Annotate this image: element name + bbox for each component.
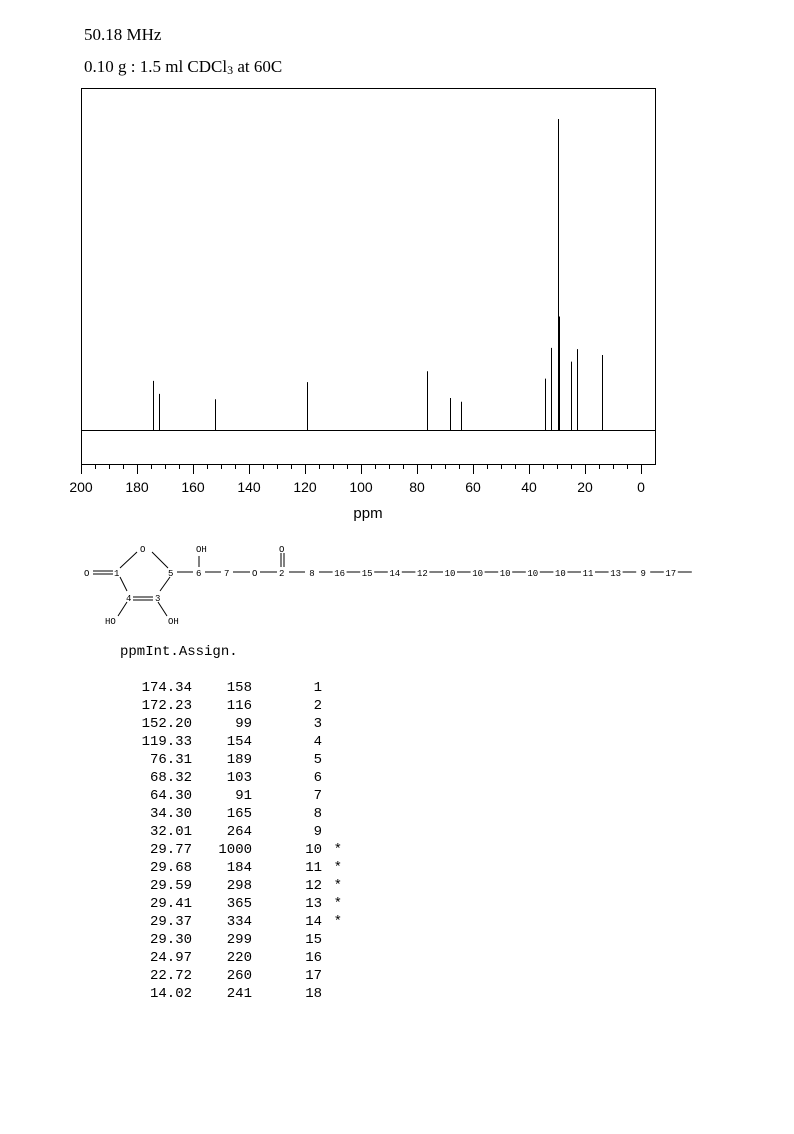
- cell-ppm: 32.01: [149, 824, 192, 840]
- chain-atom: 8: [309, 569, 315, 579]
- atom-c6: 6: [196, 569, 202, 579]
- x-tick-label: 0: [637, 479, 645, 495]
- chain-atom: 10: [554, 569, 566, 579]
- table-row: [120, 823, 342, 841]
- x-axis-label: ppm: [353, 505, 383, 522]
- cell-ppm: 34.30: [149, 806, 192, 822]
- sample-suffix: at 60C: [233, 57, 283, 76]
- cell-ppm: 76.31: [149, 752, 192, 768]
- molecular-structure: [0, 538, 794, 628]
- cell-ppm: 172.23: [141, 698, 192, 714]
- table-row: [120, 769, 342, 787]
- cell-mark: *: [333, 878, 342, 894]
- chain-atom: 13: [610, 569, 622, 579]
- chain-atom: 10: [444, 569, 456, 579]
- hydroxyl-c6: OH: [196, 545, 207, 555]
- hydroxyl-c4: HO: [105, 617, 116, 627]
- hydroxyl-c3: OH: [168, 617, 179, 627]
- atom-c5: 5: [168, 569, 174, 579]
- cell-mark: *: [333, 842, 342, 858]
- x-tick-label: 200: [69, 479, 93, 495]
- x-tick-label: 160: [181, 479, 205, 495]
- cell-assign: 1: [313, 680, 322, 696]
- cell-ppm: 68.32: [149, 770, 192, 786]
- cell-int: 99: [235, 716, 252, 732]
- x-tick-label: 140: [237, 479, 261, 495]
- x-tick-label: 100: [349, 479, 373, 495]
- table-row: [120, 931, 342, 949]
- cell-int: 298: [226, 878, 252, 894]
- plot-frame: [82, 89, 656, 465]
- x-tick-label: 20: [577, 479, 593, 495]
- cell-assign: 9: [313, 824, 322, 840]
- cell-assign: 7: [313, 788, 322, 804]
- cell-int: 220: [226, 950, 252, 966]
- chain-atom: 9: [640, 569, 646, 579]
- cell-assign: 18: [305, 986, 322, 1002]
- cell-int: 365: [226, 896, 252, 912]
- cell-mark: *: [333, 914, 342, 930]
- cell-ppm: 29.59: [149, 878, 192, 894]
- ketone-oxygen: O: [84, 569, 90, 579]
- table-row: [120, 913, 342, 931]
- cell-assign: 5: [313, 752, 322, 768]
- cell-int: 158: [226, 680, 252, 696]
- cell-ppm: 24.97: [149, 950, 192, 966]
- table-row: [120, 733, 342, 751]
- x-axis-ticks: [82, 465, 642, 474]
- atom-c1: 1: [114, 569, 120, 579]
- header-ppm: ppm: [120, 644, 146, 660]
- sample-prefix: 0.10 g : 1.5 ml CDCl: [84, 57, 228, 76]
- table-row: [120, 841, 342, 859]
- cell-int: 264: [226, 824, 252, 840]
- cell-int: 260: [226, 968, 252, 984]
- cell-assign: 10: [305, 842, 322, 858]
- sample-subscript: 3: [227, 63, 234, 77]
- cell-assign: 2: [313, 698, 322, 714]
- alkyl-chain: [289, 569, 692, 579]
- table-row: [120, 751, 342, 769]
- ester-oxygen: O: [252, 569, 258, 579]
- cell-ppm: 152.20: [141, 716, 192, 732]
- cell-ppm: 29.30: [149, 932, 192, 948]
- chain-atom: 14: [389, 569, 401, 579]
- cell-assign: 6: [313, 770, 322, 786]
- atom-c3: 3: [155, 594, 161, 604]
- chain-atom: 17: [665, 569, 677, 579]
- ring-labels: [84, 545, 284, 627]
- table-row: [120, 715, 342, 733]
- peak-table: [120, 679, 342, 1003]
- atom-c7: 7: [224, 569, 230, 579]
- header-int: Int.: [145, 644, 179, 660]
- cell-assign: 14: [305, 914, 322, 930]
- cell-ppm: 119.33: [141, 734, 192, 750]
- cell-assign: 12: [305, 878, 322, 894]
- cell-assign: 3: [313, 716, 322, 732]
- ring-oxygen: O: [140, 545, 146, 555]
- cell-int: 165: [226, 806, 252, 822]
- table-row: [120, 787, 342, 805]
- ring-bonds: [93, 552, 284, 616]
- cell-int: 103: [226, 770, 252, 786]
- table-row: [120, 805, 342, 823]
- chain-atom: 15: [361, 569, 373, 579]
- cell-int: 91: [235, 788, 252, 804]
- table-row: [120, 697, 342, 715]
- cell-int: 334: [226, 914, 252, 930]
- table-row: [120, 985, 342, 1003]
- cell-assign: 4: [313, 734, 322, 750]
- table-header: [120, 643, 238, 661]
- carbonyl-oxygen: O: [279, 545, 285, 555]
- cell-int: 241: [226, 986, 252, 1002]
- table-row: [120, 859, 342, 877]
- x-tick-label: 80: [409, 479, 425, 495]
- x-tick-label: 120: [293, 479, 317, 495]
- table-row: [120, 679, 342, 697]
- x-tick-label: 180: [125, 479, 149, 495]
- chain-atom: 10: [499, 569, 511, 579]
- chain-atom: 12: [416, 569, 428, 579]
- cell-int: 154: [226, 734, 252, 750]
- table-row: [120, 895, 342, 913]
- x-tick-label: 40: [521, 479, 537, 495]
- cell-ppm: 29.41: [149, 896, 192, 912]
- table-row: [120, 967, 342, 985]
- cell-int: 1000: [218, 842, 252, 858]
- table-row: [120, 949, 342, 967]
- cell-ppm: 64.30: [149, 788, 192, 804]
- cell-int: 184: [226, 860, 252, 876]
- cell-int: 116: [226, 698, 252, 714]
- chain-atom: 16: [334, 569, 346, 579]
- x-axis-tick-labels: [69, 479, 645, 495]
- cell-ppm: 29.77: [149, 842, 192, 858]
- cell-ppm: 29.68: [149, 860, 192, 876]
- chain-atom: 10: [472, 569, 484, 579]
- chain-atom: 11: [582, 569, 594, 579]
- atom-c2: 2: [279, 569, 285, 579]
- table-row: [120, 877, 342, 895]
- nmr-spectrum-chart: [0, 0, 794, 540]
- cell-ppm: 14.02: [149, 986, 192, 1002]
- x-tick-label: 60: [465, 479, 481, 495]
- spectrometer-frequency: 50.18 MHz: [84, 25, 162, 44]
- atom-c4: 4: [126, 594, 132, 604]
- cell-assign: 13: [305, 896, 322, 912]
- chain-atom: 10: [527, 569, 539, 579]
- cell-assign: 11: [305, 860, 322, 876]
- cell-int: 189: [226, 752, 252, 768]
- cell-ppm: 174.34: [141, 680, 192, 696]
- cell-int: 299: [226, 932, 252, 948]
- cell-ppm: 29.37: [149, 914, 192, 930]
- cell-assign: 17: [305, 968, 322, 984]
- cell-mark: *: [333, 860, 342, 876]
- header-assign: Assign.: [178, 644, 238, 660]
- cell-ppm: 22.72: [149, 968, 192, 984]
- cell-assign: 16: [305, 950, 322, 966]
- cell-assign: 8: [313, 806, 322, 822]
- cell-mark: *: [333, 896, 342, 912]
- cell-assign: 15: [305, 932, 322, 948]
- peak-group: [154, 119, 603, 430]
